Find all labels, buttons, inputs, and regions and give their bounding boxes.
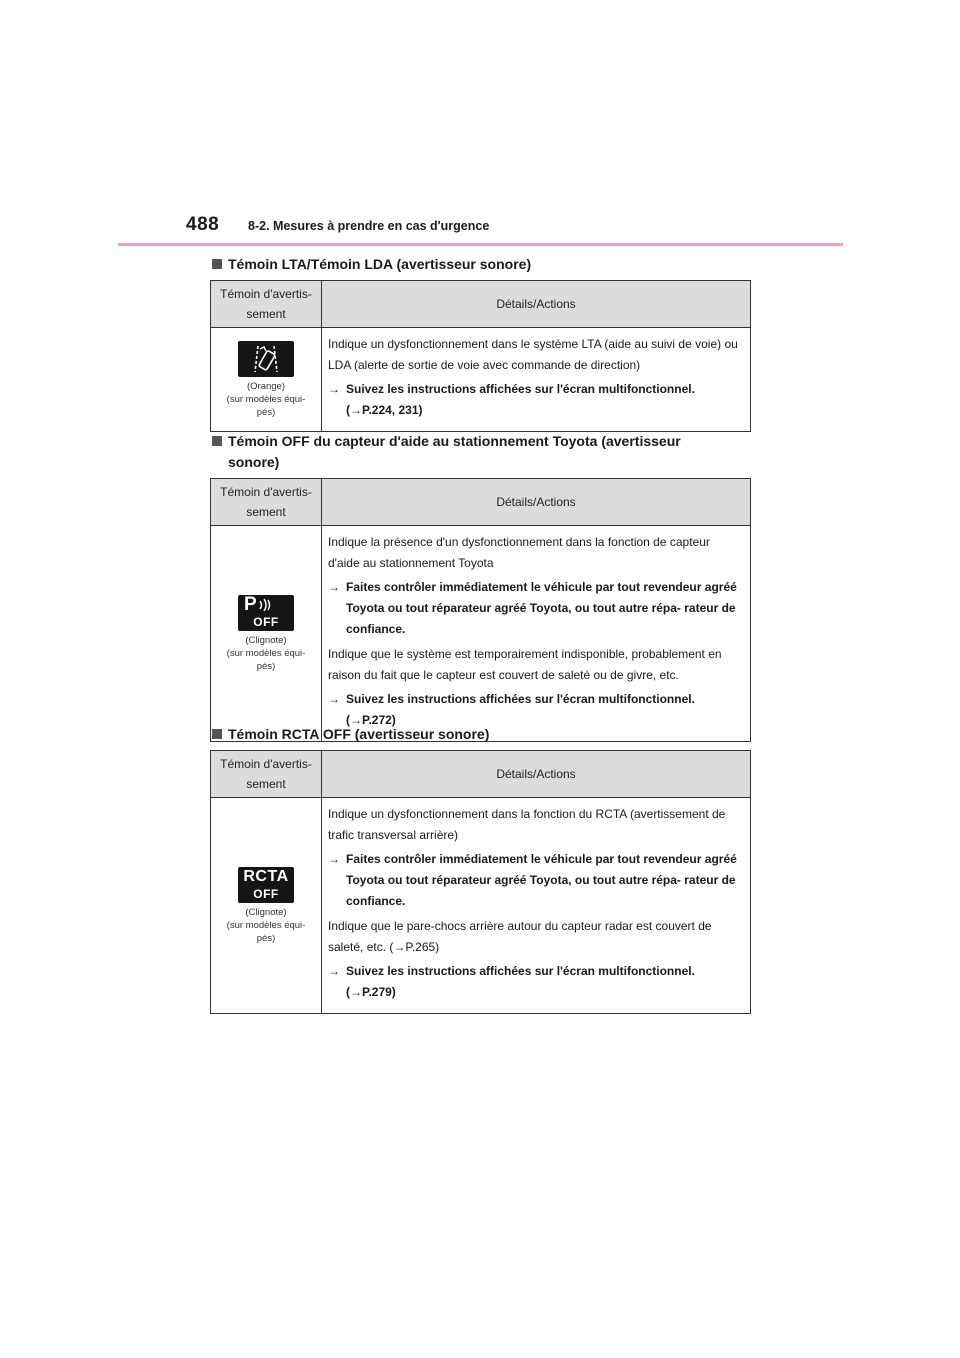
icon-caption: (Clignote) (245, 634, 287, 646)
action-item (328, 379, 743, 421)
table-header-row (211, 281, 751, 328)
details-cell (322, 328, 751, 432)
section-heading-text: Témoin OFF du capteur d'aide au stationnement Toyota (avertisseur sonore) (228, 433, 681, 470)
icon-note: (sur modèles équi- pés) (226, 647, 306, 672)
icon-caption: (Orange) (246, 380, 285, 392)
warning-table-parking-sensor (210, 478, 751, 742)
warning-table-rcta (210, 750, 751, 1014)
table-row (211, 526, 751, 742)
arrow-icon: → (328, 580, 340, 594)
table-row (211, 798, 751, 1014)
icon-note: (sur modèles équi- pés) (226, 393, 306, 418)
icon-label-bottom: OFF (253, 614, 279, 629)
bullet-square-icon (212, 259, 222, 269)
action-text: Suivez les instructions affichées sur l'écran multifonctionnel. (→P.279) (346, 964, 695, 999)
action-text: Faites contrôler immédiatement le véhicule par tout revendeur agréé Toyota ou tout réparateur agréé Toyota, ou tout autre répa- rateur de confiance. (346, 580, 737, 636)
warning-table-lta (210, 280, 751, 432)
description: Indique que le pare-chocs arrière autour du capteur radar est couvert de saleté, etc. (→P.265) (328, 919, 712, 954)
action-item (328, 849, 743, 912)
arrow-icon: → (328, 692, 340, 706)
arrow-icon: → (328, 964, 340, 978)
rcta-off-icon (238, 867, 294, 903)
header-col-indicator: Témoin d'avertis- sement (211, 281, 322, 328)
table-header-row (211, 479, 751, 526)
section-heading-parking-sensor (212, 431, 708, 473)
parking-sensor-off-icon (238, 595, 294, 631)
description: Indique la présence d'un dysfonctionnement dans la fonction de capteur d'aide au stationnement Toyota (328, 535, 710, 570)
action-text: Faites contrôler immédiatement le véhicule par tout revendeur agréé Toyota ou tout réparateur agréé Toyota, ou tout autre répa- rateur de confiance. (346, 852, 737, 908)
arrow-icon: → (328, 852, 340, 866)
description: Indique que le système est temporairement indisponible, probablement en raison du fait que le capteur est couvert de saleté ou de givre, etc. (328, 647, 722, 682)
header-rule (118, 243, 843, 246)
section-heading-rcta (212, 724, 708, 745)
description: Indique un dysfonctionnement dans le système LTA (aide au suivi de voie) ou LDA (alerte de sortie de voie avec commande de direction) (328, 337, 738, 372)
page-number: 488 (186, 214, 220, 235)
action-text: Suivez les instructions affichées sur l'écran multifonctionnel. (→P.272) (346, 692, 695, 727)
bullet-square-icon (212, 729, 222, 739)
indicator-cell (211, 798, 322, 1014)
header-col-indicator: Témoin d'avertis- sement (211, 751, 322, 798)
section-heading-text: Témoin LTA/Témoin LDA (avertisseur sonore) (228, 256, 532, 272)
action-text: Suivez les instructions affichées sur l'écran multifonctionnel. (→P.224, 231) (346, 382, 695, 417)
lane-assist-icon (238, 341, 294, 377)
bullet-square-icon (212, 436, 222, 446)
indicator-cell (211, 328, 322, 432)
details-cell (322, 526, 751, 742)
icon-label-bottom: OFF (253, 886, 279, 901)
header-col-details: Détails/Actions (322, 751, 751, 798)
header-col-details: Détails/Actions (322, 281, 751, 328)
action-item (328, 577, 743, 640)
icon-label-top: RCTA (243, 867, 289, 885)
chapter-title: 8-2. Mesures à prendre en cas d'urgence (248, 219, 490, 233)
icon-label-top: P (244, 593, 257, 615)
header-col-details: Détails/Actions (322, 479, 751, 526)
indicator-cell (211, 526, 322, 742)
icon-caption: (Clignote) (245, 906, 287, 918)
section-heading-lta (212, 254, 708, 275)
description: Indique un dysfonctionnement dans la fonction du RCTA (avertissement de trafic transversal arrière) (328, 807, 726, 842)
icon-note: (sur modèles équi- pés) (226, 919, 306, 944)
table-header-row (211, 751, 751, 798)
action-item (328, 961, 743, 1003)
details-cell (322, 798, 751, 1014)
table-row (211, 328, 751, 432)
section-heading-text: Témoin RCTA OFF (avertisseur sonore) (228, 726, 490, 742)
arrow-icon: → (328, 382, 340, 396)
header-col-indicator: Témoin d'avertis- sement (211, 479, 322, 526)
